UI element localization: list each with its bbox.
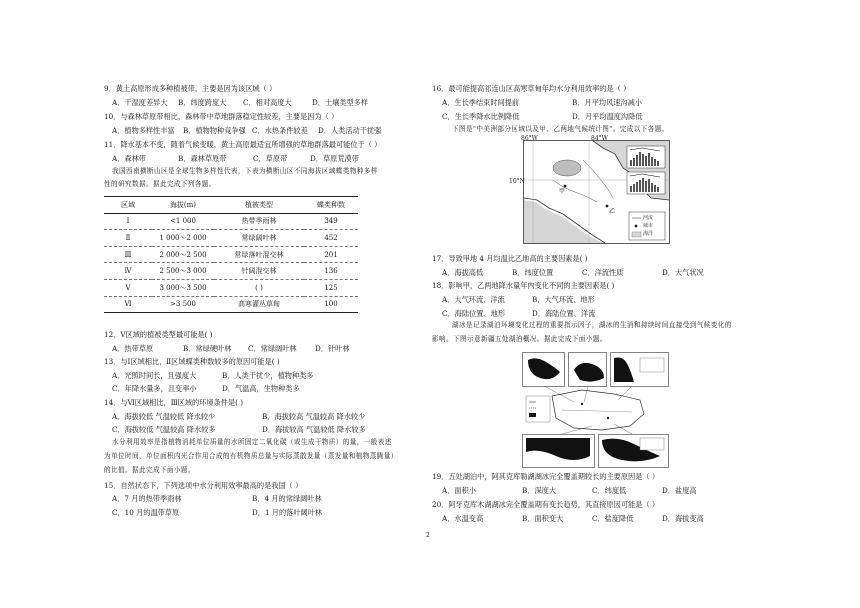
table-header: 海拔(m) bbox=[152, 197, 214, 214]
intro3: 下图是"中美洲部分区域以及甲、乙两地气候统计图"。完成以下各题。 bbox=[452, 125, 669, 133]
q19-option-a: A．面积小 bbox=[442, 486, 476, 495]
map1-lat: 10°N bbox=[509, 178, 525, 185]
q11-option-a: A．森林带 bbox=[112, 154, 146, 163]
table-row bbox=[104, 246, 358, 263]
table-cell: 201 bbox=[304, 246, 358, 263]
q9-option-c: C．相对高度大 bbox=[243, 98, 292, 107]
table-row bbox=[104, 213, 358, 230]
xinjiang-lakes-map bbox=[522, 352, 672, 468]
q9-option-b: B．纬度跨度大 bbox=[178, 98, 227, 107]
map1-legend-sea: 海洋 bbox=[643, 231, 654, 237]
table-cell: 136 bbox=[304, 263, 358, 280]
q13-option-b: B．人类干扰少，植物种类多 bbox=[222, 371, 314, 380]
q18-option-b: B．大气环流、地形 bbox=[532, 295, 595, 304]
table-cell: 1 000～2 000 bbox=[152, 230, 214, 247]
q13-option-d: D．气温高，生物种类多 bbox=[222, 384, 300, 393]
table-header: 蝶类种数 bbox=[304, 197, 358, 214]
q9-option-a: A．干湿度差异大 bbox=[112, 98, 168, 107]
map1-label-b: 乙 bbox=[609, 208, 616, 215]
q20-option-b: B．面积变大 bbox=[522, 514, 564, 523]
table-cell: 2 500～3 000 bbox=[152, 263, 214, 280]
intro2-line1: 水分利用效率是指植物消耗单位质量的水所固定二氧化碳（或生成干物质）的量，一般表述 bbox=[112, 438, 392, 446]
q15-option-c: C．10 月的温带草原 bbox=[112, 508, 180, 517]
q11-option-b: B．森林草原带 bbox=[178, 154, 227, 163]
q11-stem: 11．降水基本不变，随着气候变暖，黄土高原最适宜所增强的草地群落最可能位于（ ） bbox=[104, 140, 382, 149]
table-cell: Ⅳ bbox=[104, 263, 152, 280]
q10-option-b: B．植物物种竞争强 bbox=[183, 126, 246, 135]
intro4-line2: 影响。下图示意新疆五处湖泊概况。据此完成下面小题。 bbox=[432, 335, 607, 343]
table-row bbox=[104, 230, 358, 247]
intro4-line1: 湖冰是记录湖泊环境变化过程的重要指示因子，湖冰的生消和持续时间直接受到气候变化的 bbox=[452, 321, 732, 329]
table-cell: 针阔混交林 bbox=[214, 263, 304, 280]
q18-option-d: D．海陆位置、洋流 bbox=[532, 309, 596, 318]
q19-option-d: D．盐度高 bbox=[662, 486, 697, 495]
table-cell: 100 bbox=[324, 300, 338, 309]
q17-option-c: C．洋流性质 bbox=[582, 268, 624, 277]
table-cell: 常绿落叶混交林 bbox=[214, 246, 304, 263]
table-cell: 高寒灌丛草甸 bbox=[238, 300, 280, 309]
q19-stem: 19．五处湖泊中，阿其克库勒湖湖冰完全覆盖期较长的主要原因是（ ） bbox=[432, 472, 660, 481]
q15-option-a: A．7 月的热带季雨林 bbox=[112, 494, 182, 503]
q17-option-a: A．海拔高低 bbox=[442, 268, 484, 277]
map1-lon2: 84°W bbox=[591, 135, 608, 142]
q12-option-d: D．针叶林 bbox=[315, 344, 350, 353]
q13-option-a: A．光照时间长，且强度大 bbox=[112, 371, 197, 380]
q16-stem: 16．最可能提高祁连山区高寒草甸年均水分利用效率的是（ ） bbox=[432, 84, 631, 93]
q20-option-c: C．盐度降低 bbox=[592, 514, 634, 523]
table-cell: 常绿阔叶林 bbox=[214, 230, 304, 247]
table-cell: 热带季雨林 bbox=[214, 213, 304, 230]
q14-option-c: C．海拔较低 气温较高 降水较多 bbox=[112, 425, 216, 434]
q17-option-d: D．大气状况 bbox=[662, 268, 704, 277]
q13-stem: 13．与Ⅰ区域相比，Ⅱ区域蝶类种数较多的原因可能是( ) bbox=[104, 357, 280, 366]
map1-legend-city: 城市 bbox=[643, 223, 654, 229]
intro2-line3: 的比值。据此完成下面小题。 bbox=[104, 466, 195, 474]
map1-lon1: 86°W bbox=[521, 135, 538, 142]
table-cell: 125 bbox=[304, 279, 358, 296]
table-row bbox=[104, 296, 358, 313]
q15-option-d: D．1 月的落叶阔叶林 bbox=[252, 508, 323, 517]
q15-option-b: B．4 月的常绿阔叶林 bbox=[252, 494, 322, 503]
q16-option-a: A．生长季结束时间提前 bbox=[442, 98, 520, 107]
table-cell: 2 000～2 500 bbox=[152, 246, 214, 263]
table-row bbox=[104, 279, 358, 296]
q18-option-c: C．海陆位置、地形 bbox=[442, 309, 506, 318]
xinjiang-lakes-figure bbox=[522, 352, 672, 468]
q10-stem: 10．与森林草原带相比，森林带中草地群落稳定性较差，主要是因为（ ） bbox=[104, 112, 339, 121]
table-cell: 3 000～3 500 bbox=[152, 279, 214, 296]
q12-option-b: B．常绿硬叶林 bbox=[183, 344, 232, 353]
table-header: 植被类型 bbox=[214, 197, 304, 214]
q11-option-d: D．草原荒漠带 bbox=[310, 154, 359, 163]
q19-option-b: B．深度大 bbox=[522, 486, 557, 495]
intro1-line1: 我国西南横断山区是全球生物多样性代表，下表为横断山区不同海拔区域蝶类物种多样 bbox=[112, 167, 378, 175]
q14-option-a: A．海拔较低 气温较低 降水较少 bbox=[112, 412, 216, 421]
q9-stem: 9．黄土高原形成多种植被带，主要是因为该区域（ ） bbox=[104, 84, 277, 93]
q12-stem: 12．Ⅴ区域的植被类型最可能是( ) bbox=[104, 330, 213, 339]
q19-option-c: C．纬度低 bbox=[592, 486, 627, 495]
q10-option-a: A．植物多样性丰富 bbox=[112, 126, 175, 135]
map1-label-a: 甲 bbox=[559, 188, 566, 195]
q20-option-a: A．水温变高 bbox=[442, 514, 484, 523]
table-header: 区域 bbox=[104, 197, 152, 214]
q11-option-c: C．草原带 bbox=[253, 154, 288, 163]
table-cell: Ⅰ bbox=[104, 213, 152, 230]
q14-stem: 14．与Ⅵ区域相比，Ⅲ区域的环境条件是( ) bbox=[104, 398, 244, 407]
central-america-map-figure bbox=[509, 135, 670, 244]
map1-legend-river: 河流 bbox=[643, 215, 654, 221]
table-row bbox=[104, 263, 358, 280]
q16-option-b: B．月平均风速沟减小 bbox=[572, 98, 642, 107]
intro2-line2: 为单位时间，单位面积内光合作用合成的有机物质总量与实际蒸散发量（蒸发量和植物蒸腾量） bbox=[104, 452, 398, 460]
table-cell: Ⅴ bbox=[104, 279, 152, 296]
q14-option-d: D．海拔较高 气温较低 降水较多 bbox=[262, 425, 366, 434]
table-cell: ( ) bbox=[214, 279, 304, 296]
q12-option-c: C．常绿阔叶林 bbox=[248, 344, 297, 353]
q17-option-b: B．纬度位置 bbox=[512, 268, 554, 277]
q20-option-d: D．海拔变高 bbox=[662, 514, 704, 523]
q9-option-d: D．土壤类型多样 bbox=[312, 98, 369, 107]
q18-option-a: A．大气环流、洋流 bbox=[442, 295, 505, 304]
table-cell: Ⅲ bbox=[104, 246, 152, 263]
table-cell: 349 bbox=[304, 213, 358, 230]
page-number: 2 bbox=[426, 532, 430, 539]
q20-stem: 20．阿牙克库木湖湖冰完全覆盖期有变长趋势，其直接原因可能是（ ） bbox=[432, 500, 660, 509]
q16-option-d: D．月平均温度沟降低 bbox=[572, 112, 643, 121]
q14-option-b: B．海拔较高 气温较高 降水较少 bbox=[262, 412, 366, 421]
table-header-row bbox=[104, 197, 358, 214]
q17-stem: 17．导致甲地 4 月均温比乙地高的主要因素是( ) bbox=[432, 254, 588, 263]
q10-option-d: D．人类活动干扰强 bbox=[318, 126, 382, 135]
q10-option-c: C．水热条件较差 bbox=[252, 126, 308, 135]
q13-option-c: C．年降水量多，且变率小 bbox=[112, 384, 197, 393]
q15-stem: 15．自然状态下，下列选项中水分利用效率最高的是我国（ ） bbox=[104, 481, 303, 490]
table-cell: <1 000 bbox=[152, 213, 214, 230]
q18-stem: 18．影响甲，乙两地降水量年内变化不同的主要因素是( ) bbox=[432, 281, 615, 290]
q16-option-c: C．生长季降水比例降低 bbox=[442, 112, 520, 121]
q12-option-a: A．热带草原 bbox=[112, 344, 154, 353]
butterfly-table bbox=[104, 196, 358, 313]
intro1-line2: 性的研究数据。据此完成下列各题。 bbox=[104, 180, 216, 188]
table-cell: 452 bbox=[304, 230, 358, 247]
table-cell: >3 500 bbox=[170, 300, 196, 309]
table-cell: Ⅵ bbox=[124, 300, 132, 309]
table-cell: Ⅱ bbox=[104, 230, 152, 247]
